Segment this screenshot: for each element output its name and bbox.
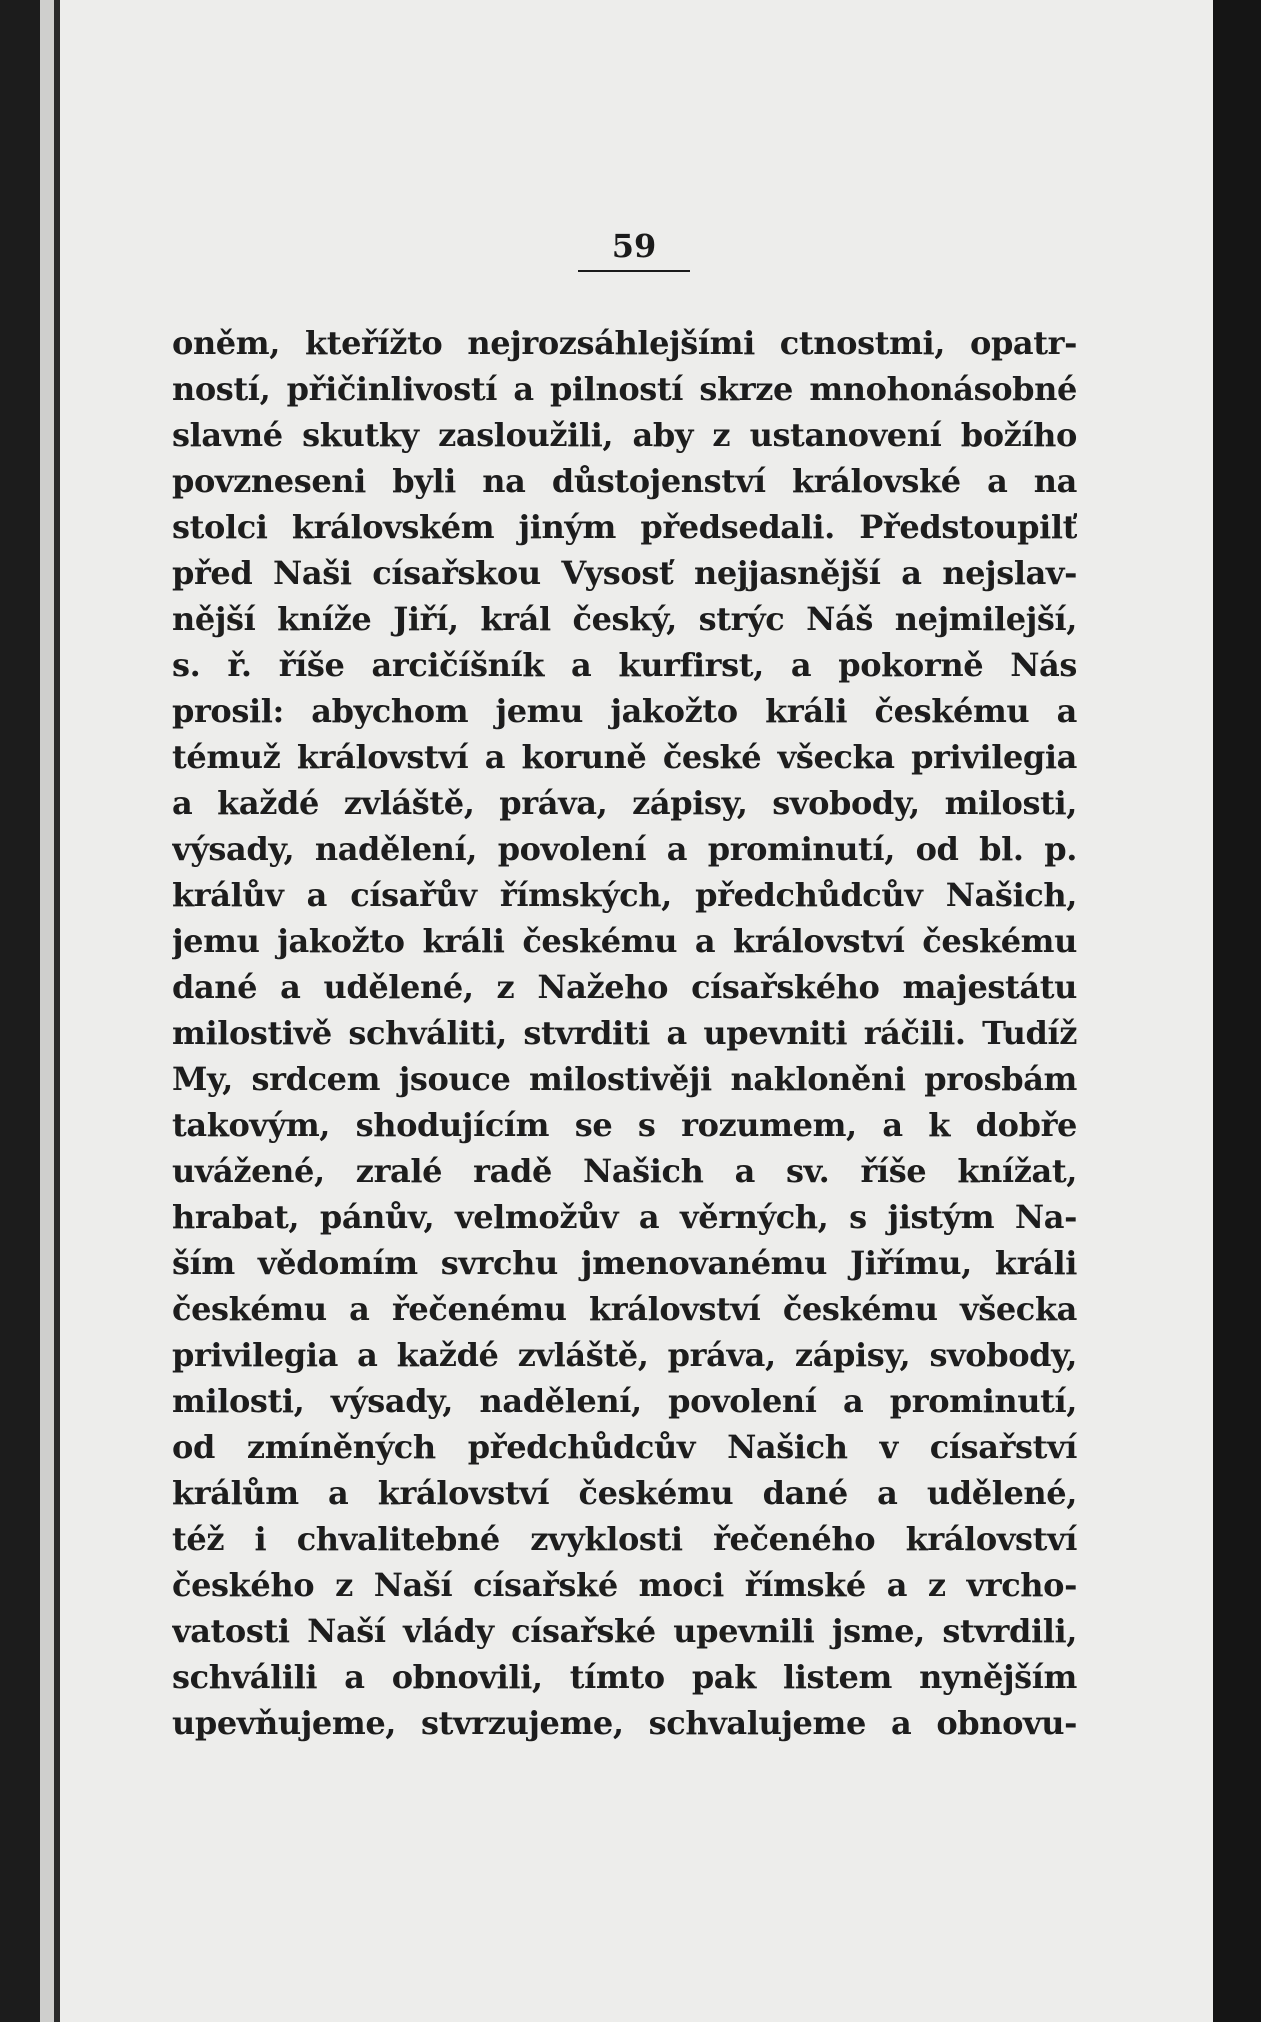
page-number: 59 bbox=[611, 227, 657, 265]
text-line: povzneseni byli na důstojenství královské a na bbox=[172, 462, 1077, 500]
text-line: slavné skutky zasloužili, aby z ustanovení božího bbox=[172, 416, 1077, 454]
text-line: My, srdcem jsouce milostivěji nakloněni prosbám bbox=[172, 1060, 1077, 1098]
text-line: výsady, nadělení, povolení a prominutí, od bl. p. bbox=[172, 830, 1077, 868]
text-line: upevňujeme, stvrzujeme, schvalujeme a obnovu- bbox=[172, 1704, 1077, 1742]
text-line: od zmíněných předchůdcův Našich v císařství bbox=[172, 1428, 1077, 1466]
scan-left-edge bbox=[0, 0, 40, 2022]
text-line: uvážené, zralé radě Našich a sv. říše knížat, bbox=[172, 1152, 1077, 1190]
text-line: vatosti Naší vlády císařské upevnili jsme, stvrdili, bbox=[172, 1612, 1077, 1650]
page-number-rule bbox=[578, 270, 690, 272]
text-line: králův a císařův římských, předchůdcův Našich, bbox=[172, 876, 1077, 914]
text-line: a každé zvláště, práva, zápisy, svobody, milosti, bbox=[172, 784, 1077, 822]
scan-right-edge bbox=[1213, 0, 1261, 2022]
text-line: dané a udělené, z Nažeho císařského majestátu bbox=[172, 968, 1077, 1006]
text-line: též i chvalitebné zvyklosti řečeného království bbox=[172, 1520, 1077, 1558]
text-line: nější kníže Jiří, král český, strýc Náš nejmilejší, bbox=[172, 600, 1077, 638]
text-line: privilegia a každé zvláště, práva, zápisy, svobody, bbox=[172, 1336, 1077, 1374]
text-line: témuž království a koruně české všecka privilegia bbox=[172, 738, 1077, 776]
text-line: oněm, kteřížto nejrozsáhlejšími ctnostmi, opatr- bbox=[172, 324, 1077, 362]
text-line: českému a řečenému království českému všecka bbox=[172, 1290, 1077, 1328]
text-line: ností, přičinlivostí a pilností skrze mnohonásobné bbox=[172, 370, 1077, 408]
text-line: králům a království českému dané a udělené, bbox=[172, 1474, 1077, 1512]
text-line: stolci královském jiným předsedali. Předstoupilť bbox=[172, 508, 1077, 546]
text-line: s. ř. říše arcičíšník a kurfirst, a pokorně Nás bbox=[172, 646, 1077, 684]
text-line: českého z Naší císařské moci římské a z vrcho- bbox=[172, 1566, 1077, 1604]
text-line: schválili a obnovili, tímto pak listem nynějším bbox=[172, 1658, 1077, 1696]
text-line: milostivě schváliti, stvrditi a upevniti ráčili. Tudíž bbox=[172, 1014, 1077, 1052]
text-line: prosil: abychom jemu jakožto králi českému a bbox=[172, 692, 1077, 730]
text-line: ším vědomím svrchu jmenovanému Jiřímu, králi bbox=[172, 1244, 1077, 1282]
text-line: před Naši císařskou Vysosť nejjasnější a nejslav- bbox=[172, 554, 1077, 592]
text-line: milosti, výsady, nadělení, povolení a prominutí, bbox=[172, 1382, 1077, 1420]
book-spine-stripe bbox=[40, 0, 54, 2022]
body-text bbox=[172, 320, 1077, 1746]
text-line: takovým, shodujícím se s rozumem, a k dobře bbox=[172, 1106, 1077, 1144]
text-line: hrabat, pánův, velmožův a věrných, s jistým Na- bbox=[172, 1198, 1077, 1236]
text-line: jemu jakožto králi českému a království českému bbox=[172, 922, 1077, 960]
